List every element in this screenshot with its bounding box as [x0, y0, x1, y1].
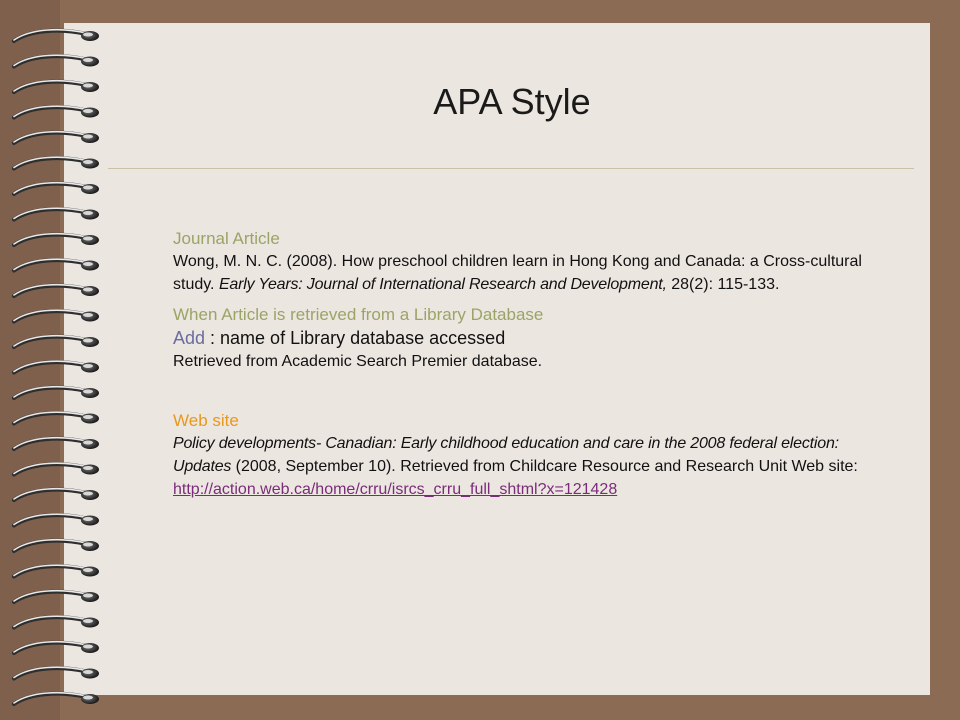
journal-reference [173, 250, 863, 296]
web-site-heading: Web site [173, 411, 239, 430]
journal-article-heading: Journal Article [173, 229, 280, 248]
website-title: Policy developments- Canadian: Early childhood education and care in the 2008 federal election: Updates [173, 435, 839, 475]
spiral-rings [0, 0, 120, 720]
spiral-ring [14, 387, 99, 398]
website-url-link[interactable]: http://action.web.ca/home/crru/isrcs_crru_full_shtml?x=121428 [173, 481, 618, 498]
spiral-ring [14, 157, 99, 168]
spiral-ring [14, 438, 99, 449]
add-instruction-text: : name of Library database accessed [205, 328, 506, 348]
title-divider [108, 168, 914, 169]
spiral-ring [14, 336, 99, 347]
spiral-ring [14, 81, 99, 92]
spiral-ring [14, 361, 99, 372]
spiral-ring [14, 463, 99, 474]
website-date-source: (2008, September 10). Retrieved from Childcare Resource and Research Unit Web site: [231, 458, 858, 475]
spiral-ring [14, 540, 99, 551]
notebook-page [64, 23, 930, 695]
website-reference [173, 432, 863, 501]
spiral-ring [14, 259, 99, 270]
add-keyword: Add [173, 328, 206, 348]
spiral-ring [14, 616, 99, 627]
spiral-ring [14, 106, 99, 117]
spiral-ring [14, 132, 99, 143]
spiral-ring [14, 183, 99, 194]
spiral-ring [14, 642, 99, 653]
spiral-ring [14, 30, 99, 41]
journal-volume-pages: 28(2): 115-133. [666, 276, 780, 293]
library-database-heading: When Article is retrieved from a Library Database [173, 305, 544, 324]
spiral-ring [14, 285, 99, 296]
spiral-ring [14, 591, 99, 602]
journal-authors-title: Wong, M. N. C. (2008). How preschool children learn in Hong Kong and Canada: a Cross-cultural study. [173, 253, 862, 293]
spiral-ring [14, 55, 99, 66]
spiral-ring [14, 412, 99, 423]
page-title: APA Style [433, 81, 591, 122]
spiral-ring [14, 514, 99, 525]
spiral-ring [14, 667, 99, 678]
spiral-ring [14, 693, 99, 704]
spiral-ring [14, 565, 99, 576]
reference-content [173, 228, 863, 501]
spiral-ring [14, 208, 99, 219]
spiral-ring [14, 234, 99, 245]
spiral-ring [14, 310, 99, 321]
spiral-ring [14, 489, 99, 500]
database-retrieved-line: Retrieved from Academic Search Premier database. [173, 353, 543, 370]
add-instruction [173, 326, 863, 350]
journal-name: Early Years: Journal of International Research and Development, [218, 276, 667, 293]
